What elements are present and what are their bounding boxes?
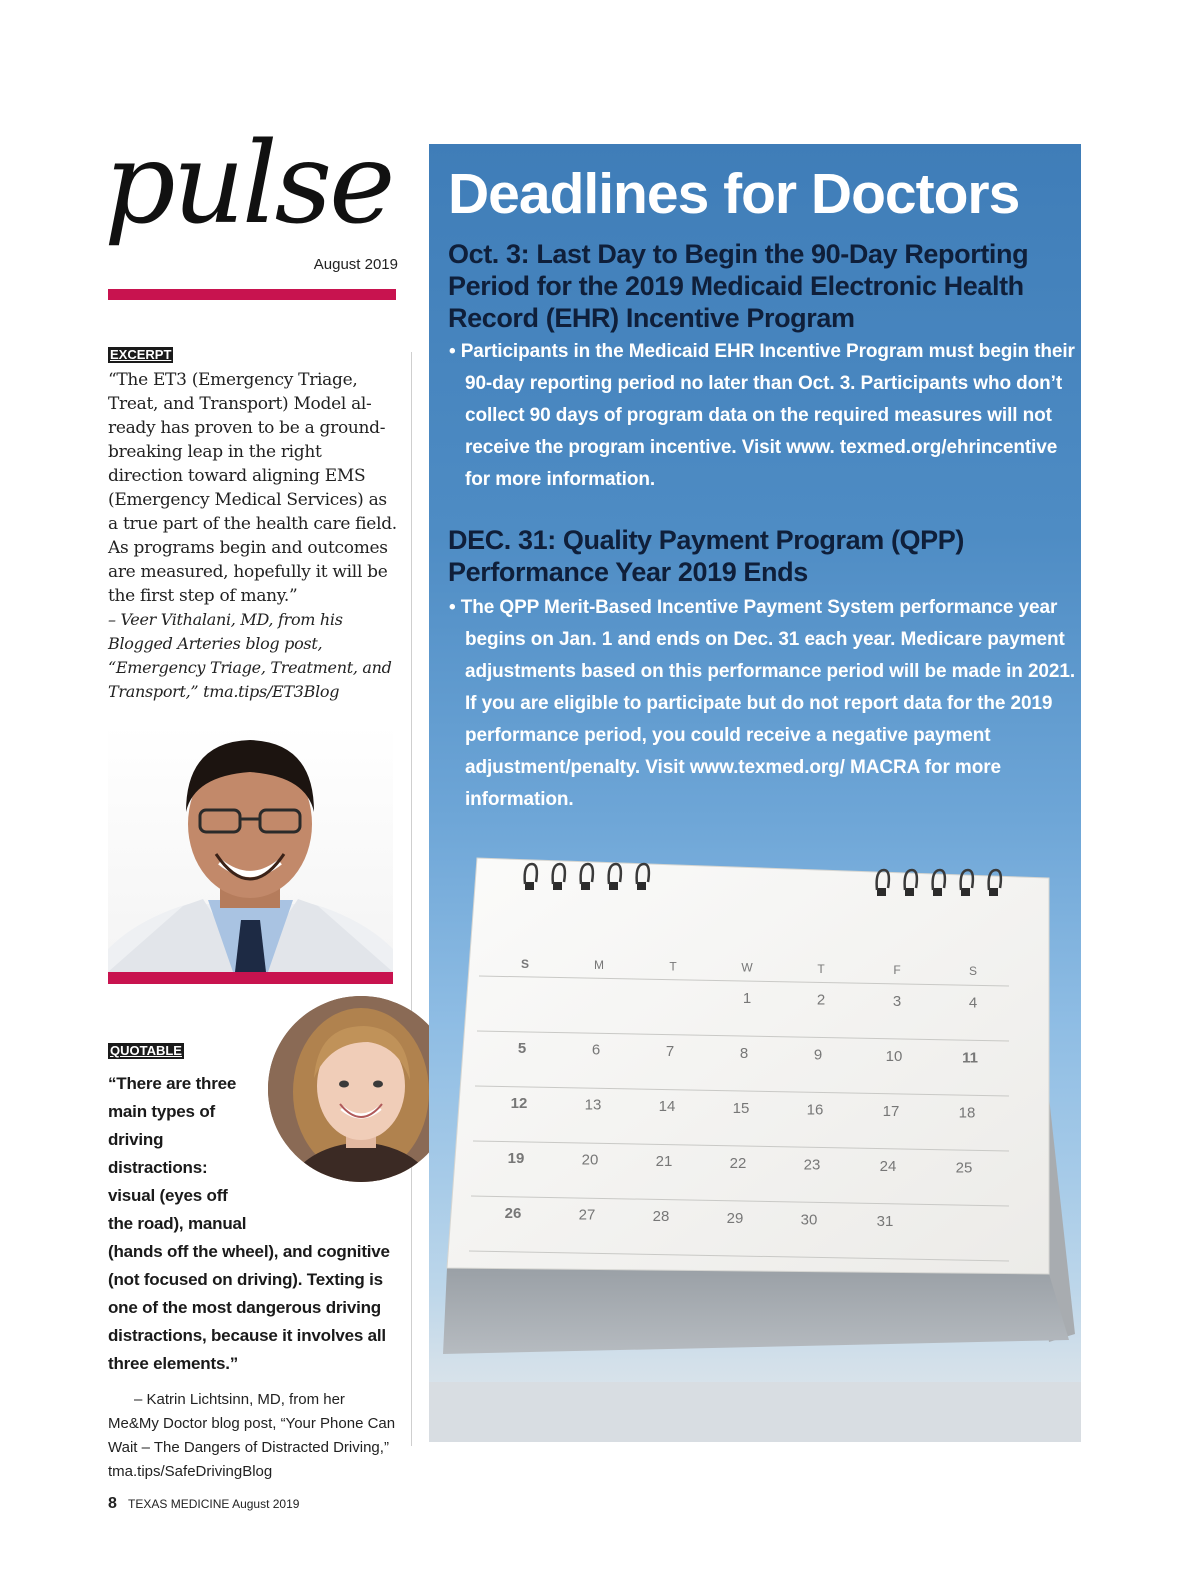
desk-calendar-photo bbox=[429, 834, 1081, 1442]
page-footer bbox=[108, 1495, 299, 1513]
calendar-day: 18 bbox=[958, 1104, 976, 1122]
column-divider bbox=[411, 352, 412, 1446]
excerpt-label: EXCERPT bbox=[110, 347, 172, 362]
quotable-quote-text: “There are three main types of driving distractions: visual (eyes off the road), manual (hands off the wheel), and cognitive (not focused on driving). Texting is one of the most dangerous driving distractions, because it involves all three elements.” bbox=[108, 1074, 390, 1373]
calendar-day: 5 bbox=[517, 1040, 527, 1057]
calendar-weekday: T bbox=[817, 961, 825, 976]
calendar-day: 9 bbox=[813, 1046, 823, 1064]
calendar-day: 2 bbox=[816, 991, 826, 1009]
author-photo-lichtsinn bbox=[268, 996, 454, 1182]
ring-hole bbox=[525, 882, 534, 890]
quotable-attribution bbox=[108, 1388, 398, 1484]
calendar-day: 6 bbox=[591, 1041, 601, 1059]
ring-hole bbox=[989, 888, 998, 896]
author-photo-vithalani bbox=[108, 724, 393, 972]
calendar-day: 23 bbox=[803, 1156, 821, 1174]
deadlines-panel bbox=[429, 144, 1081, 1442]
calendar-weekday: T bbox=[669, 959, 677, 974]
publication-name: TEXAS MEDICINE bbox=[128, 1497, 230, 1511]
calendar-day: 15 bbox=[732, 1099, 750, 1117]
excerpt-section bbox=[108, 346, 400, 704]
calendar-day: 31 bbox=[876, 1213, 894, 1230]
calendar-day: 22 bbox=[729, 1154, 747, 1172]
issue-date: August 2019 bbox=[313, 256, 398, 273]
calendar-day: 16 bbox=[806, 1101, 824, 1119]
calendar-day: 17 bbox=[882, 1103, 900, 1120]
calendar-day: 7 bbox=[665, 1043, 675, 1061]
calendar-day: 24 bbox=[879, 1158, 897, 1175]
calendar-day: 29 bbox=[726, 1209, 744, 1227]
ring-hole bbox=[877, 888, 886, 896]
ring-hole bbox=[609, 882, 618, 890]
calendar-weekday: F bbox=[893, 963, 901, 977]
calendar-day: 13 bbox=[584, 1096, 602, 1114]
panel-title: Deadlines for Doctors bbox=[448, 162, 1020, 226]
ring-hole bbox=[933, 888, 942, 896]
ring-hole bbox=[961, 888, 970, 896]
calendar-day: 19 bbox=[507, 1150, 525, 1167]
calendar-weekday: W bbox=[741, 960, 753, 975]
calendar-day: 21 bbox=[655, 1153, 673, 1171]
calendar-day: 4 bbox=[968, 994, 978, 1012]
deadline-body-dec: • The QPP Merit-Based Incentive Payment System performance year begins on Jan. 1 and ends on Dec. 31 each year. Medicare payment adjustments based on this performance period will be made in 2021. If you are eligible to participate but do not report data for the 2019 performance period, you could receive a negative payment adjustment/penalty. Visit www.texmed.org/ MACRA for more information. bbox=[449, 597, 1076, 810]
ring-hole bbox=[553, 882, 562, 890]
section-logo: pulse bbox=[104, 119, 393, 249]
calendar-day: 12 bbox=[510, 1095, 528, 1112]
ring-hole bbox=[581, 882, 590, 890]
portrait-illustration-circle bbox=[268, 996, 454, 1182]
calendar-weekday: S bbox=[968, 964, 978, 979]
excerpt-attribution: – Veer Vithalani, MD, from his Blogged Arteries blog post, “Emergency Triage, Treatment, and Transport,” tma.tips/ET3Blog bbox=[108, 610, 392, 701]
masthead-rule bbox=[108, 289, 396, 300]
excerpt-quote: “The ET3 (Emergency Triage, Treat, and Transport) Model al-ready has proven to be a ground-breaking leap in the right direction toward aligning EMS (Emergency Medical Services) as a true part of the health care field. As programs begin and outcomes are measured, hopefully it will be the first step of many.” bbox=[108, 370, 397, 606]
footer-issue: August 2019 bbox=[232, 1497, 300, 1511]
ring-hole bbox=[905, 888, 914, 896]
calendar-day: 20 bbox=[581, 1151, 599, 1169]
quotable-label: QUOTABLE bbox=[110, 1043, 182, 1058]
page-number: 8 bbox=[108, 1495, 117, 1512]
calendar-day: 30 bbox=[800, 1211, 818, 1229]
calendar-weekday: S bbox=[520, 957, 530, 971]
calendar-day: 3 bbox=[892, 993, 902, 1010]
calendar-day: 1 bbox=[742, 989, 752, 1007]
ring-hole bbox=[637, 882, 646, 890]
calendar-day: 11 bbox=[962, 1049, 978, 1067]
calendar-weekday: M bbox=[594, 958, 604, 973]
calendar-day: 10 bbox=[885, 1048, 903, 1065]
deadline-heading-dec: DEC. 31: Quality Payment Program (QPP) Performance Year 2019 Ends bbox=[448, 525, 964, 587]
calendar-day: 25 bbox=[955, 1159, 973, 1177]
calendar-day: 8 bbox=[739, 1044, 749, 1062]
photo-rule bbox=[108, 972, 393, 984]
calendar-day: 26 bbox=[504, 1205, 522, 1222]
quotable-attribution-text: – Katrin Lichtsinn, MD, from her Me&My Doctor blog post, “Your Phone Can Wait – The Dangers of Distracted Driving,” tma.tips/SafeDrivingBlog bbox=[108, 1391, 396, 1480]
calendar-day: 28 bbox=[652, 1208, 670, 1226]
deadline-body-oct: • Participants in the Medicaid EHR Incentive Program must begin their 90-day reporting period no later than Oct. 3. Participants who don’t collect 90 days of program data on the required measures will not receive the program incentive. Visit www. texmed.org/ehrincentive for more information. bbox=[449, 341, 1075, 490]
calendar-day: 27 bbox=[578, 1206, 596, 1224]
portrait-illustration bbox=[108, 724, 393, 972]
masthead bbox=[104, 119, 404, 288]
calendar-day: 14 bbox=[658, 1098, 676, 1116]
deadline-heading-oct: Oct. 3: Last Day to Begin the 90-Day Reporting Period for the 2019 Medicaid Electronic Health Record (EHR) Incentive Program bbox=[448, 239, 1029, 333]
